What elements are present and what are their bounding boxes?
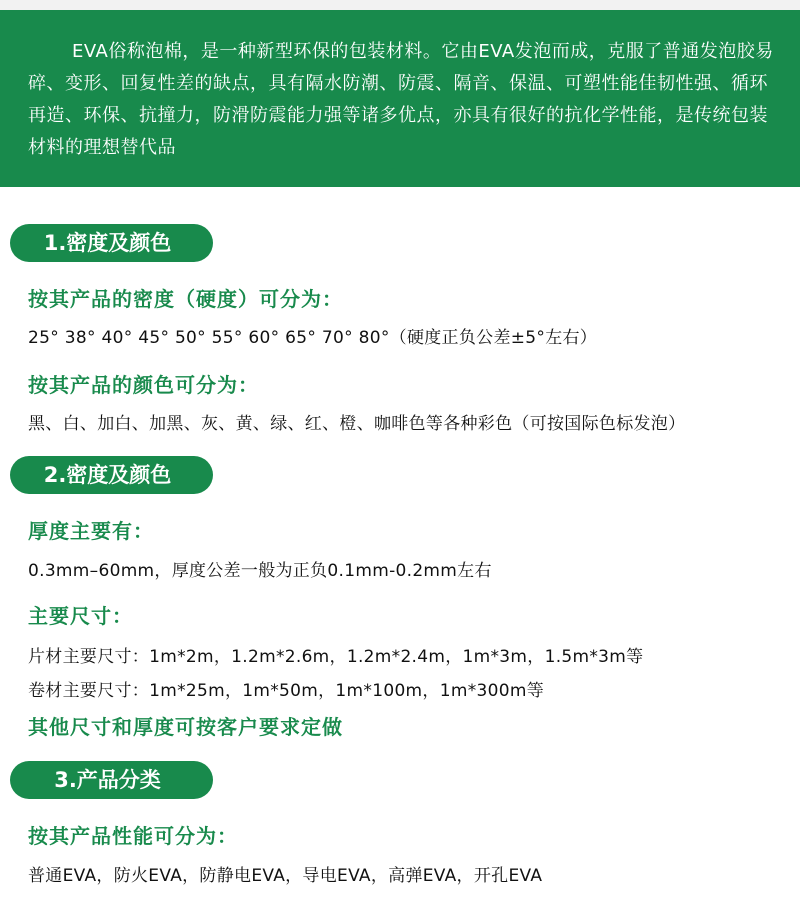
section-3-title-pill: 3.产品分类 — [10, 761, 213, 799]
roll-sizes: 卷材主要尺寸：1m*25m，1m*50m，1m*100m，1m*300m等 — [28, 681, 545, 701]
section-2-title-pill: 2.密度及颜色 — [10, 456, 213, 494]
section-1-title-pill: 1.密度及颜色 — [10, 224, 213, 262]
color-heading: 按其产品的颜色可分为： — [28, 373, 259, 397]
intro-text: EVA俗称泡棉，是一种新型环保的包装材料。它由EVA发泡而成，克服了普通发泡胶易碎、变形、回复性差的缺点，具有隔水防潮、防震、隔音、保温、可塑性能佳韧性强、循环再造、环保、抗撞力，防滑防震能力强等诸多优点，亦具有很好的抗化学性能，是传统包装材料的理想替代品 — [28, 41, 774, 158]
thickness-heading: 厚度主要有： — [28, 519, 154, 543]
sheet-sizes: 片材主要尺寸：1m*2m，1.2m*2.6m，1.2m*2.4m，1m*3m，1.5m*3m等 — [28, 647, 644, 667]
intro-banner — [0, 10, 800, 187]
thickness-values: 0.3mm–60mm，厚度公差一般为正负0.1mm-0.2mm左右 — [28, 561, 492, 581]
density-heading: 按其产品的密度（硬度）可分为： — [28, 287, 343, 311]
performance-values: 普通EVA，防火EVA，防静电EVA，导电EVA，高弹EVA，开孔EVA — [28, 866, 543, 886]
size-heading: 主要尺寸： — [28, 604, 133, 628]
density-values: 25° 38° 40° 45° 50° 55° 60° 65° 70° 80°（硬度正负公差±5°左右） — [28, 328, 598, 348]
performance-heading: 按其产品性能可分为： — [28, 824, 238, 848]
custom-note: 其他尺寸和厚度可按客户要求定做 — [28, 715, 343, 739]
color-values: 黑、白、加白、加黑、灰、黄、绿、红、橙、咖啡色等各种彩色（可按国际色标发泡） — [28, 414, 686, 434]
top-strip — [0, 0, 800, 10]
